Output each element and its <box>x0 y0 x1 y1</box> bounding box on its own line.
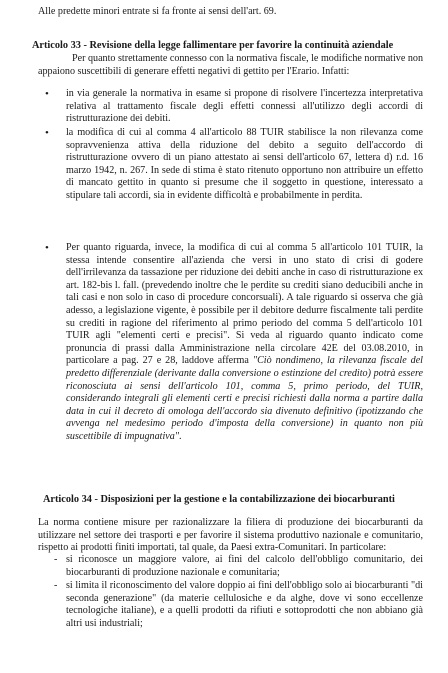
article-33-bullet-2 <box>45 127 423 203</box>
bullet-marker: • <box>45 88 49 100</box>
list-item <box>45 127 423 203</box>
bullet-marker: • <box>45 242 49 254</box>
article-34-lead: La norma contiene misure per razionalizzare la filiera di produzione dei biocarburanti da utilizzare nel settore dei trasporti e per favorire il sistema produttivo nazionale e comunitario, rispetto ai prodotti finiti importati, tal quale, da Paesi extra-Comunitari. In particolare: <box>38 517 423 554</box>
item-text: si limita il riconoscimento del valore doppio ai fini dell'obbligo solo ai biocarburanti "di seconda generazione" (da materie cellulosiche e da alghe, dove vi sono eccellenze tecnologiche italiane), e a quelli prodotti da rifiuti e sottoprodotti che non abbiano già altri usi industriali; <box>66 580 423 629</box>
list-item <box>54 580 423 630</box>
article-33-heading: Articolo 33 - Revisione della legge fallimentare per favorire la continuità aziendale <box>32 40 394 51</box>
article-33-bullet-3 <box>45 242 423 444</box>
article-33-lead-text: Per quanto strettamente connesso con la normativa fiscale, le modifiche normative non appaiono suscettibili di generare effetti negativi di gettito per l'Erario. Infatti: <box>38 53 423 77</box>
article-33-lead <box>38 53 423 78</box>
bullet-text: Per quanto riguarda, invece, la modifica di cui al comma 5 all'articolo 101 TUIR, la stessa intende consentire all'azienda che versi in uno stato di crisi di godere dell'irrilevanza da tassazione per riduzione dei debiti anche in caso di ristrutturazione ex art. 182-bis l. fall. (prevedendo inoltre che le perdite su crediti siano deducibili anche in tali casi e non solo in caso di procedure concorsuali). A tale riguardo si osserva che già adesso, a legislazione vigente, è possibile per il debitore dedurre fiscalmente tali perdite su crediti in ragione del riferimento al primo periodo del comma 5 dell'articolo 101 TUIR agli "elementi certi e precisi". Si veda al riguardo quanto indicato come pronuncia di prassi dalla Amministrazione nella circolare 42E del 03.08.2010, in particolare a pag. 27 e 28, laddove afferma <box>66 242 423 367</box>
bullet-marker: • <box>45 127 49 139</box>
list-item <box>45 88 423 126</box>
bullet-text: in via generale la normativa in esame si propone di risolvere l'incertezza interpretativa relativa al trattamento fiscale degli effetti connessi all'utilizzo degli accordi di ristrutturazione dei debiti. <box>66 88 423 125</box>
list-item <box>45 242 423 444</box>
article-34-item-2 <box>54 580 423 630</box>
bullet-text: la modifica di cui al comma 4 all'articolo 88 TUIR stabilisce la non rilevanza come sopravvenienza attiva della riduzione del debito a seguito dell'accordo di ristrutturazione ovvero di un piano attestato ai sensi dell'articolo 67, lettera d) r.d. 16 marzo 1942, n. 267. In sede di stima è stato ritenuto opportuno non attribuire un effetto di mancato gettito in quanto si presume che il soggetto in questione, interessato a stipulare tali accordi, sia in evidente difficoltà e probabilmente in perdita. <box>66 127 423 201</box>
quote-end: . <box>179 430 182 442</box>
item-text: si riconosce un maggiore valore, ai fini del calcolo dell'obbligo comunitario, dei biocarburanti di produzione nazionale e comunitaria; <box>66 554 423 578</box>
intro-paragraph: Alle predette minori entrate si fa fronte ai sensi dell'art. 69. <box>38 6 277 17</box>
article-33-bullet-1 <box>45 88 423 126</box>
list-item <box>54 554 423 579</box>
dash-marker: - <box>54 554 58 565</box>
dash-marker: - <box>54 580 58 591</box>
article-34-item-1 <box>54 554 423 579</box>
article-34-heading: Articolo 34 - Disposizioni per la gestione e la contabilizzazione dei biocarburanti <box>43 494 395 505</box>
circular-quote: "Ciò nondimeno, la rilevanza fiscale del predetto differenziale (derivante dalla conversione o estinzione del credito) potrà essere riconosciuta ai sensi dell'articolo 101, comma 5, primo periodo, del TUIR, considerando integrali gli elementi certi e precisi richiesti dalla norma a partire dalla data in cui il decreto di omologa dell'accordo sia divenuto definitivo (ipotizzando che avvenga nel medesimo periodo d'imposta della conversione) in quanto non più suscettibile di impugnativa" <box>66 355 423 442</box>
